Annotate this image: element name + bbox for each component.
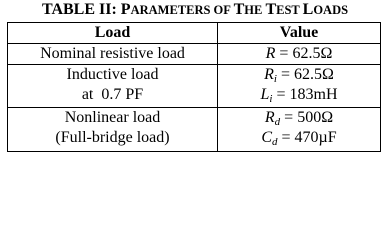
header-load: Load [94, 24, 131, 41]
row2-value-2-rest: = 183mH [272, 86, 338, 103]
row3-value-1-rest: = 500Ω [280, 109, 334, 126]
row3-value-1-subscript: d [274, 116, 281, 128]
row2-value-1-rest: = 62.5Ω [276, 66, 334, 83]
row3-value-2-symbol: C [261, 129, 273, 146]
row3-value-1-symbol: R [264, 109, 275, 126]
row3-load-line2: (Full-bridge load) [55, 129, 170, 146]
row3-load-line1: Nonlinear load [64, 109, 161, 126]
caption-text-8: OADS [313, 3, 349, 17]
row2-value-1-subscript: i [273, 73, 277, 85]
row3-value-1 [218, 109, 380, 131]
row2-load-line1: Inductive load [66, 66, 159, 83]
header-value: Value [279, 24, 319, 41]
caption-text-5: T [265, 1, 277, 18]
row1-value-1-rest: = 62.5Ω [275, 45, 333, 62]
row3-value-2-subscript: d [272, 136, 278, 148]
row2-value-1 [218, 66, 380, 88]
table-caption [0, 1, 390, 19]
caption-text-2: ARAMETERS OF [130, 3, 234, 17]
parameters-table [7, 22, 381, 152]
row1-load: Nominal resistive load [40, 45, 185, 62]
row1-value-1-symbol: R [265, 45, 276, 62]
caption-text-1: TABLE II: P [41, 1, 131, 18]
row2-value-1-symbol: R [264, 66, 274, 83]
caption-text-6: EST [276, 3, 303, 17]
caption-text-4: HE [244, 3, 266, 17]
header-divider [8, 43, 380, 44]
row2-value-2-symbol: L [260, 86, 270, 103]
row2-value-2 [218, 86, 380, 108]
row1-value-1 [218, 45, 380, 63]
row2-value-2-subscript: i [269, 93, 273, 105]
row3-value-2-rest: = 470µF [277, 129, 337, 146]
row2-load-line2: at 0.7 PF [81, 86, 144, 103]
caption-text-7: L [302, 1, 314, 18]
caption-text-3: T [233, 1, 245, 18]
row-divider-1 [8, 64, 380, 65]
row3-value-2 [218, 129, 380, 151]
